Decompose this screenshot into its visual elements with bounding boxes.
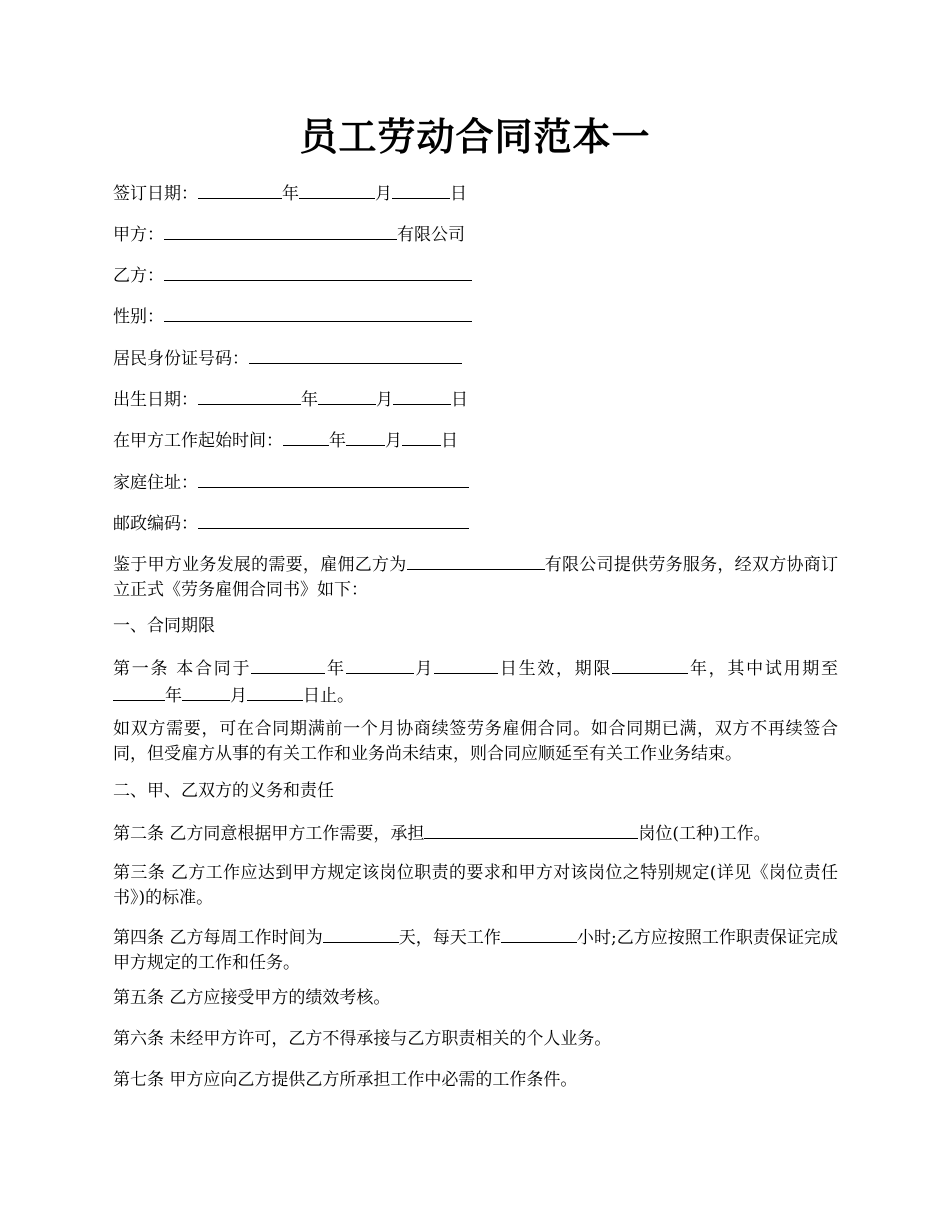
article-4-text-b: 天，每天工作 — [398, 928, 501, 948]
blank — [318, 386, 376, 405]
sign-date-line — [113, 180, 467, 206]
blank — [407, 551, 545, 570]
blank — [198, 180, 282, 199]
blank — [198, 469, 469, 488]
postcode-line — [113, 510, 469, 536]
blank — [299, 180, 375, 199]
start-date-line — [113, 427, 458, 453]
day-label: 日 — [450, 184, 467, 204]
article-2-text-b: 岗位(工种)工作。 — [638, 824, 771, 844]
day-label: 日 — [441, 431, 458, 451]
year-label: 年 — [165, 686, 182, 706]
party-b-label: 乙方： — [113, 266, 164, 286]
day-label: 日 — [451, 390, 468, 410]
party-b-line — [113, 262, 472, 288]
blank — [402, 427, 441, 446]
article-3: 第三条 乙方工作应达到甲方规定该岗位职责的要求和甲方对该岗位之特别规定(详见《岗位责任书》)的标准。 — [113, 863, 838, 908]
blank — [346, 655, 414, 674]
address-line — [113, 469, 469, 495]
blank — [393, 386, 451, 405]
year-label: 年 — [301, 390, 318, 410]
party-a-suffix: 有限公司 — [397, 225, 465, 245]
blank — [164, 221, 397, 240]
blank — [392, 180, 450, 199]
document-title: 员工劳动合同范本一 — [299, 114, 651, 159]
birth-label: 出生日期： — [113, 390, 198, 410]
party-a-label: 甲方： — [113, 225, 164, 245]
intro-paragraph — [113, 551, 838, 603]
article-4-text-a: 第四条 乙方每周工作时间为 — [113, 928, 323, 948]
postcode-label: 邮政编码： — [113, 514, 198, 534]
id-number-line — [113, 345, 462, 371]
blank — [612, 655, 688, 674]
article-1-end: 日止。 — [303, 686, 354, 706]
blank — [251, 655, 325, 674]
article-2-text-a: 第二条 乙方同意根据甲方工作需要，承担 — [113, 824, 425, 844]
section-heading-2: 二、甲、乙双方的义务和责任 — [113, 781, 334, 801]
gender-label: 性别： — [113, 307, 164, 327]
blank — [434, 655, 498, 674]
party-a-line — [113, 221, 465, 247]
address-label: 家庭住址： — [113, 473, 198, 493]
month-label: 月 — [376, 390, 393, 410]
section-heading-1: 一、合同期限 — [113, 616, 215, 636]
start-label: 在甲方工作起始时间： — [113, 431, 283, 451]
month-label: 月 — [375, 184, 392, 204]
month-label: 月 — [230, 686, 247, 706]
article-1 — [113, 655, 838, 709]
blank — [323, 924, 399, 943]
blank — [283, 427, 329, 446]
article-1-text-c: 年，其中试用期至 — [688, 659, 839, 679]
blank — [164, 303, 472, 322]
year-label: 年 — [329, 431, 346, 451]
birth-date-line — [113, 386, 468, 412]
year-label: 年 — [325, 659, 346, 679]
intro-text-a: 鉴于甲方业务发展的需要，雇佣乙方为 — [113, 555, 407, 575]
blank — [501, 924, 577, 943]
blank — [113, 682, 165, 701]
sign-date-label: 签订日期： — [113, 184, 198, 204]
blank — [164, 262, 472, 281]
month-label: 月 — [385, 431, 402, 451]
blank — [198, 386, 301, 405]
renewal-paragraph: 如双方需要，可在合同期满前一个月协商续签劳务雇佣合同。如合同期已满，双方不再续签合同，但受雇方从事的有关工作和业务尚未结束，则合同应顺延至有关工作业务结束。 — [113, 719, 838, 764]
article-4 — [113, 924, 838, 976]
article-6: 第六条 未经甲方许可，乙方不得承接与乙方职责相关的个人业务。 — [113, 1029, 612, 1049]
month-label: 月 — [413, 659, 435, 679]
article-2 — [113, 820, 838, 847]
year-label: 年 — [282, 184, 299, 204]
blank — [346, 427, 385, 446]
article-4-text-c: 小时;乙方应按照工作职责保证完成甲方规定的工作和任务。 — [113, 928, 838, 973]
gender-line — [113, 303, 472, 329]
blank — [198, 510, 469, 529]
article-5: 第五条 乙方应接受甲方的绩效考核。 — [113, 988, 391, 1008]
article-7: 第七条 甲方应向乙方提供乙方所承担工作中必需的工作条件。 — [113, 1070, 578, 1090]
blank — [182, 682, 230, 701]
article-1-text-a: 第一条 本合同于 — [113, 659, 252, 679]
blank — [249, 345, 462, 364]
blank — [247, 682, 303, 701]
article-1-text-b: 日生效，期限 — [498, 659, 613, 679]
id-label: 居民身份证号码： — [113, 349, 249, 369]
blank — [424, 820, 638, 839]
intro-text-b: 有限公司提供劳务服务，经双方协商订立正式《劳务雇佣合同书》如下： — [113, 555, 838, 600]
